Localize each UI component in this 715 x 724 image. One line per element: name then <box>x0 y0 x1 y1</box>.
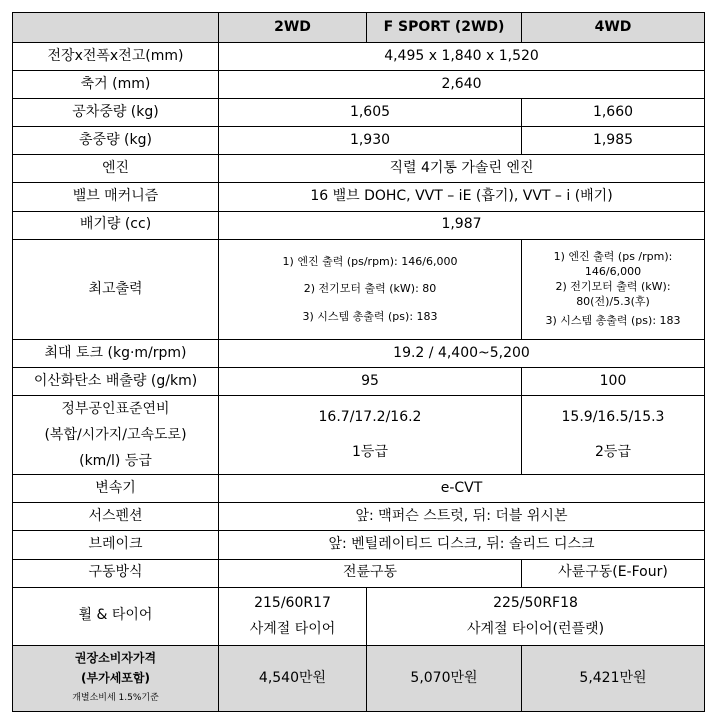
label-wheelbase: 축거 (mm) <box>13 71 219 99</box>
header-2wd: 2WD <box>219 13 367 43</box>
row-brake <box>13 531 705 559</box>
header-blank <box>13 13 219 43</box>
row-dimensions <box>13 43 705 71</box>
row-max-output <box>13 239 705 339</box>
label-torque: 최대 토크 (kg·m/rpm) <box>13 339 219 367</box>
output-line: 80(전)/5.3(후) <box>576 294 650 308</box>
tyre-type: 사계절 타이어 <box>249 621 336 638</box>
label-brake: 브레이크 <box>13 531 219 559</box>
value-gross-weight-2wd: 1,930 <box>219 127 522 155</box>
label-fuel <box>13 396 219 475</box>
value-drive-2wd: 전륜구동 <box>219 559 522 587</box>
value-engine: 직렬 4기통 가솔린 엔진 <box>219 155 705 183</box>
row-wheelbase <box>13 71 705 99</box>
header-row <box>13 13 705 43</box>
value-fuel-2wd <box>219 396 522 475</box>
label-co2: 이산화탄소 배출량 (g/km) <box>13 367 219 395</box>
label-max-output: 최고출력 <box>13 239 219 339</box>
value-dimensions: 4,495 x 1,840 x 1,520 <box>219 43 705 71</box>
fuel-label-line: 정부공인표준연비 <box>61 401 170 418</box>
tyre-size: 215/60R17 <box>254 595 331 612</box>
row-engine <box>13 155 705 183</box>
value-tyre-2wd <box>219 587 367 645</box>
label-engine: 엔진 <box>13 155 219 183</box>
value-suspension: 앞: 맥퍼슨 스트럿, 뒤: 더블 위시본 <box>219 503 705 531</box>
label-valve: 밸브 매커니즘 <box>13 183 219 211</box>
label-suspension: 서스펜션 <box>13 503 219 531</box>
price-label-vat: (부가세포함) <box>81 671 150 686</box>
row-transmission <box>13 475 705 503</box>
value-transmission: e-CVT <box>219 475 705 503</box>
value-wheelbase: 2,640 <box>219 71 705 99</box>
label-tyre: 휠 & 타이어 <box>13 587 219 645</box>
price-label-main: 권장소비자가격 <box>74 651 157 666</box>
tyre-size: 225/50RF18 <box>493 595 578 612</box>
value-curb-weight-2wd: 1,605 <box>219 99 522 127</box>
output-line: 1) 엔진 출력 (ps/rpm): 146/6,000 <box>282 254 458 268</box>
output-line: 2) 전기모터 출력 (kW): 80 <box>303 282 437 296</box>
header-fsport: F SPORT (2WD) <box>367 13 522 43</box>
fuel-grade: 1등급 <box>352 444 388 461</box>
label-curb-weight: 공차중량 (kg) <box>13 99 219 127</box>
row-gross-weight <box>13 127 705 155</box>
row-fuel <box>13 396 705 475</box>
fuel-efficiency: 15.9/16.5/15.3 <box>561 408 665 425</box>
value-displacement: 1,987 <box>219 211 705 239</box>
tyre-type: 사계절 타이어(런플랫) <box>466 621 605 638</box>
value-tyre-fsport-4wd <box>367 587 705 645</box>
label-dimensions: 전장x전폭x전고(mm) <box>13 43 219 71</box>
header-4wd: 4WD <box>522 13 705 43</box>
fuel-grade: 2등급 <box>595 444 631 461</box>
value-max-output-2wd <box>219 239 522 339</box>
row-price <box>13 645 705 711</box>
label-displacement: 배기량 (cc) <box>13 211 219 239</box>
row-suspension <box>13 503 705 531</box>
value-curb-weight-4wd: 1,660 <box>522 99 705 127</box>
output-line: 1) 엔진 출력 (ps /rpm): <box>553 250 673 264</box>
value-brake: 앞: 벤틸레이티드 디스크, 뒤: 솔리드 디스크 <box>219 531 705 559</box>
price-label-tax-note: 개별소비세 1.5%기준 <box>72 693 159 704</box>
output-line: 2) 전기모터 출력 (kW): <box>555 279 671 293</box>
row-drive <box>13 559 705 587</box>
value-gross-weight-4wd: 1,985 <box>522 127 705 155</box>
row-displacement <box>13 211 705 239</box>
label-gross-weight: 총중량 (kg) <box>13 127 219 155</box>
value-valve: 16 밸브 DOHC, VVT – iE (흡기), VVT – i (배기) <box>219 183 705 211</box>
value-co2-4wd: 100 <box>522 367 705 395</box>
label-transmission: 변속기 <box>13 475 219 503</box>
row-valve <box>13 183 705 211</box>
label-price <box>13 645 219 711</box>
value-price-4wd: 5,421만원 <box>522 645 705 711</box>
row-torque <box>13 339 705 367</box>
spec-table <box>12 12 705 712</box>
value-max-output-4wd <box>522 239 705 339</box>
value-drive-4wd: 사륜구동(E-Four) <box>522 559 705 587</box>
output-line: 3) 시스템 총출력 (ps): 183 <box>302 310 438 324</box>
fuel-label-line: (복합/시가지/고속도로) <box>44 427 187 444</box>
row-co2 <box>13 367 705 395</box>
fuel-label-line: (km/l) 등급 <box>79 453 152 470</box>
row-curb-weight <box>13 99 705 127</box>
value-price-fsport: 5,070만원 <box>367 645 522 711</box>
value-fuel-4wd <box>522 396 705 475</box>
value-co2-2wd: 95 <box>219 367 522 395</box>
label-drive: 구동방식 <box>13 559 219 587</box>
fuel-efficiency: 16.7/17.2/16.2 <box>318 408 422 425</box>
value-torque: 19.2 / 4,400~5,200 <box>219 339 705 367</box>
output-line: 146/6,000 <box>584 265 642 279</box>
row-tyre <box>13 587 705 645</box>
value-price-2wd: 4,540만원 <box>219 645 367 711</box>
output-line: 3) 시스템 총출력 (ps): 183 <box>545 314 681 328</box>
